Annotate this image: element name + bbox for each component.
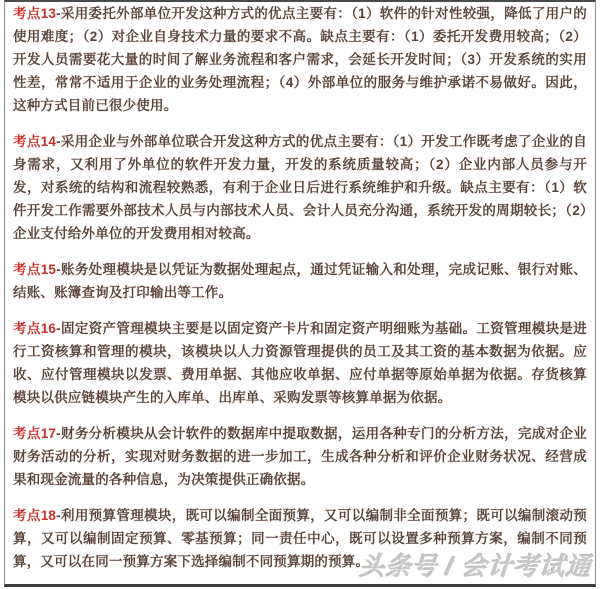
exam-point-16-paragraph [13,317,587,409]
exam-point-17-label: 考点17 [13,426,57,441]
exam-point-13-paragraph [13,2,587,117]
exam-point-14-text: -采用企业与外部单位联合开发这种方式的优点主要有：（1）开发工作既考虑了企业的自身需求，又利用了外单位的软件开发力量，开发的系统质量较高；（2）企业内部人员参与开发，对系统的结构和流程较熟悉，有利于企业日后进行系统维护和升级。缺点主要有：（1）软件开发工作需要外部技术人员与内部技术人员、会计人员充分沟通，系统开发的周期较长；（2）企业支付给外单位的开发费用相对较高。 [13,134,587,241]
exam-point-18-label: 考点18 [13,508,57,523]
notes-content [13,2,587,583]
exam-point-14-label: 考点14 [13,134,57,149]
exam-point-16-label: 考点16 [13,321,57,336]
exam-point-14-paragraph [13,130,587,245]
exam-point-17-paragraph [13,422,587,491]
exam-point-15-paragraph [13,258,587,304]
exam-point-16-text: -固定资产管理模块主要是以固定资产卡片和固定资产明细账为基础。工资管理模块是进行工资核算和管理的模块，该模块以人力资源管理提供的员工及其工资的基本数据为依据。应收、应付管理模块以发票、费用单据、其他应收单据、应付单据等原始单据为依据。存货核算模块以供应链模块产生的入库单、出库单、采购发票等核算单据为依据。 [13,321,587,405]
exam-point-17-text: -财务分析模块从会计软件的数据库中提取数据，运用各种专门的分析方法，完成对企业财务活动的分析，实现对财务数据的进一步加工，生成各种分析和评价企业财务状况、经营成果和现金流量的各种信息，为决策提供正确依据。 [13,426,587,487]
exam-point-13-text: -采用委托外部单位开发这种方式的优点主要有：（1）软件的针对性较强，降低了用户的使用难度；（2）对企业自身技术力量的要求不高。缺点主要有：（1）委托开发费用较高；（2）开发人员需要花大量的时间了解业务流程和客户需求，会延长开发时间；（3）开发系统的实用性差，常常不适用于企业的业务处理流程；（4）外部单位的服务与维护承诺不易做好。因此，这种方式目前已很少使用。 [13,6,587,113]
exam-point-15-label: 考点15 [13,262,57,277]
exam-point-15-text: -账务处理模块是以凭证为数据处理起点，通过凭证输入和处理，完成记账、银行对账、结账、账簿查询及打印输出等工作。 [13,262,587,300]
watermark-toutiao-branding: 头条号 / 会计考试通 [359,553,593,581]
exam-point-13-label: 考点13 [13,6,57,21]
exam-point-18-text: -利用预算管理模块，既可以编制全面预算，又可以编制非全面预算；既可以编制滚动预算，又可以编制固定预算、零基预算；同一责任中心，既可以设置多种预算方案，编制不同预算，又可以在同一预算方案下选择编制不同预算期的预算。 [13,508,587,569]
